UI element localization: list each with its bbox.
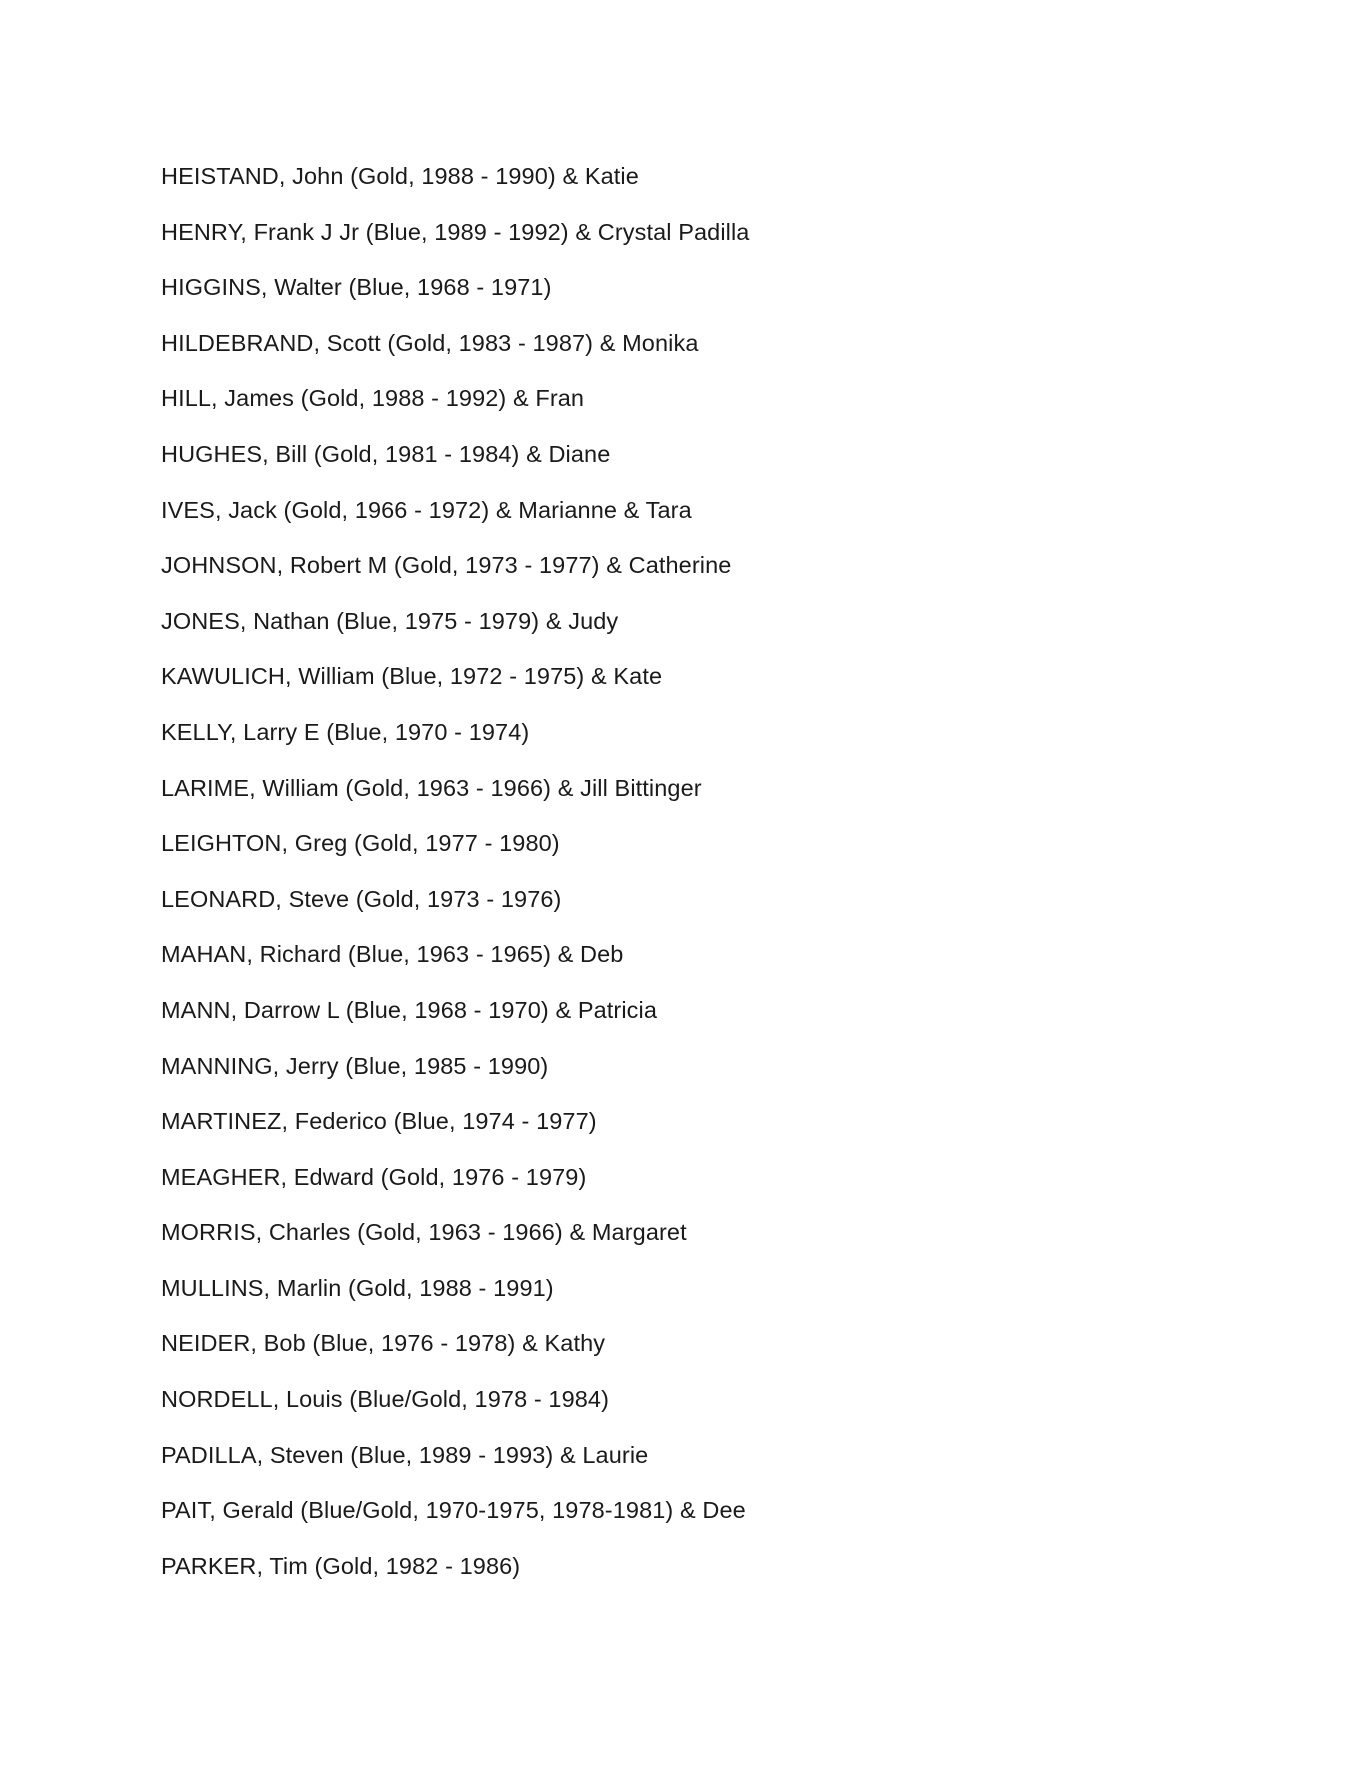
list-item: MANNING, Jerry (Blue, 1985 - 1990) (161, 1052, 549, 1079)
list-item: LEIGHTON, Greg (Gold, 1977 - 1980) (161, 830, 560, 857)
list-item: MULLINS, Marlin (Gold, 1988 - 1991) (161, 1274, 554, 1301)
list-item: MORRIS, Charles (Gold, 1963 - 1966) & Margaret (161, 1219, 687, 1246)
list-item: HIGGINS, Walter (Blue, 1968 - 1971) (161, 274, 552, 301)
roster-list (161, 161, 749, 1606)
list-item: KELLY, Larry E (Blue, 1970 - 1974) (161, 718, 530, 745)
list-item: LEONARD, Steve (Gold, 1973 - 1976) (161, 885, 562, 912)
list-item: MEAGHER, Edward (Gold, 1976 - 1979) (161, 1163, 587, 1190)
list-item: JOHNSON, Robert M (Gold, 1973 - 1977) & Catherine (161, 552, 732, 579)
list-item: IVES, Jack (Gold, 1966 - 1972) & Marianne & Tara (161, 496, 692, 523)
list-item: JONES, Nathan (Blue, 1975 - 1979) & Judy (161, 607, 619, 634)
list-item: LARIME, William (Gold, 1963 - 1966) & Jill Bittinger (161, 774, 702, 801)
list-item: HENRY, Frank J Jr (Blue, 1989 - 1992) & Crystal Padilla (161, 218, 750, 245)
list-item: NORDELL, Louis (Blue/Gold, 1978 - 1984) (161, 1386, 610, 1413)
list-item: HILL, James (Gold, 1988 - 1992) & Fran (161, 385, 585, 412)
list-item: MAHAN, Richard (Blue, 1963 - 1965) & Deb (161, 941, 624, 968)
list-item: NEIDER, Bob (Blue, 1976 - 1978) & Kathy (161, 1330, 606, 1357)
list-item: PADILLA, Steven (Blue, 1989 - 1993) & Laurie (161, 1441, 649, 1468)
list-item: KAWULICH, William (Blue, 1972 - 1975) & Kate (161, 663, 663, 690)
list-item: HILDEBRAND, Scott (Gold, 1983 - 1987) & Monika (161, 329, 699, 356)
list-item: MANN, Darrow L (Blue, 1968 - 1970) & Patricia (161, 996, 658, 1023)
list-item: HUGHES, Bill (Gold, 1981 - 1984) & Diane (161, 440, 611, 467)
list-item: HEISTAND, John (Gold, 1988 - 1990) & Katie (161, 163, 639, 189)
list-item: PAIT, Gerald (Blue/Gold, 1970-1975, 1978-1981) & Dee (161, 1497, 746, 1524)
list-item: MARTINEZ, Federico (Blue, 1974 - 1977) (161, 1108, 597, 1135)
list-item: PARKER, Tim (Gold, 1982 - 1986) (161, 1552, 521, 1579)
